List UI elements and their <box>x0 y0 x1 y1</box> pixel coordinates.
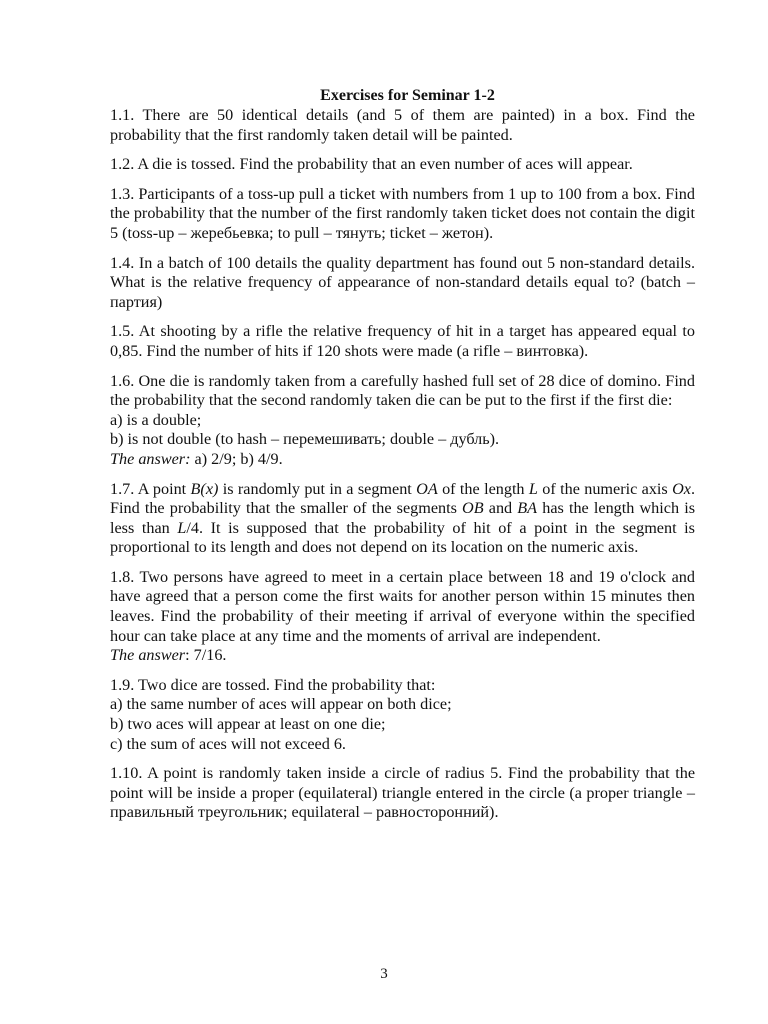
math-variable: OA <box>416 479 438 498</box>
exercise-1-8 <box>110 568 695 666</box>
math-variable: L <box>528 479 538 498</box>
exercise-1-2 <box>110 155 695 175</box>
exercise-text: 1.1. There are 50 identical details (and 5 of them are painted) in a box. Find the probability that the first randomly taken detail will be painted. <box>110 106 695 144</box>
exercise-1-1 <box>110 106 695 145</box>
exercise-item: c) the sum of aces will not exceed 6. <box>110 734 346 753</box>
text-run: 1.7. A point <box>110 479 191 498</box>
exercise-answer <box>110 450 695 470</box>
exercise-text: 1.6. One die is randomly taken from a carefully hashed full set of 28 dice of domino. Find the probability that the second randomly taken die can be put to the first if the first die: <box>110 371 695 410</box>
exercise-1-9 <box>110 676 695 754</box>
answer-label: The answer: <box>110 449 191 468</box>
exercise-text: 1.9. Two dice are tossed. Find the probability that: <box>110 675 436 694</box>
text-run: . Find the probability that the smaller of the segments <box>110 479 695 518</box>
text-run: is randomly put in a segment <box>218 479 417 498</box>
exercise-1-10 <box>110 764 695 823</box>
exercise-text: 1.3. Participants of a toss-up pull a ticket with numbers from 1 up to 100 from a box. Find the probability that the number of the first randomly taken ticket does not contain the digit 5 (toss-up – жеребьевка; to pull – тянуть; ticket – жетон). <box>110 184 695 242</box>
exercise-item: a) the same number of aces will appear on both dice; <box>110 695 452 714</box>
exercise-text: 1.2. A die is tossed. Find the probability that an even number of aces will appear. <box>110 155 633 174</box>
exercise-text: 1.4. In a batch of 100 details the quality department has found out 5 non-standard details. What is the relative frequency of appearance of non-standard details equal to? (batch – партия) <box>110 253 695 311</box>
document-title: Exercises for Seminar 1-2 <box>320 87 495 104</box>
text-run: of the numeric axis <box>537 479 673 498</box>
answer-value: a) 2/9; b) 4/9. <box>190 449 283 468</box>
exercise-1-7 <box>110 480 695 558</box>
math-variable: B(x) <box>190 479 219 498</box>
exercise-text: 1.8. Two persons have agreed to meet in a certain place between 18 and 19 o'clock and have agreed that a person come the first waits for another person within 15 minutes then leaves. Find the probability of their meeting if arrival of everyone within the specified hour can take place at any time and the moments of arrival are independent. <box>110 567 695 645</box>
text-run: /4. It is supposed that the probability of hit of a point in the segment is proportional to its length and does not depend on its location on the numeric axis. <box>110 518 695 557</box>
exercise-item: a) is a double; <box>110 410 202 429</box>
exercise-answer <box>110 646 695 666</box>
math-variable: OB <box>462 499 484 518</box>
math-variable: Ox <box>672 479 691 498</box>
exercise-item: b) two aces will appear at least on one die; <box>110 715 386 734</box>
answer-value: : 7/16. <box>185 646 227 665</box>
text-run: and <box>483 499 518 518</box>
answer-label: The answer <box>110 646 186 665</box>
exercise-text: 1.5. At shooting by a rifle the relative frequency of hit in a target has appeared equal to 0,85. Find the number of hits if 120 shots were made (a rifle – винтовка). <box>110 322 695 360</box>
exercise-1-4 <box>110 254 695 313</box>
text-run: of the length <box>437 479 529 498</box>
exercise-text <box>110 480 695 558</box>
math-variable: BA <box>517 499 538 518</box>
exercise-1-5 <box>110 322 695 361</box>
exercise-1-6 <box>110 372 695 470</box>
math-variable: L <box>177 518 187 537</box>
page-number: 3 <box>380 966 388 982</box>
exercise-text: 1.10. A point is randomly taken inside a circle of radius 5. Find the probability that the point will be inside a proper (equilateral) triangle entered in the circle (a proper triangle – правильный треугольник; equilateral – равносторонний). <box>110 764 695 822</box>
text-run: has the length which is less than <box>110 499 695 537</box>
exercise-item: b) is not double (to hash – перемешивать; double – дубль). <box>110 430 500 449</box>
exercise-1-3 <box>110 185 695 244</box>
